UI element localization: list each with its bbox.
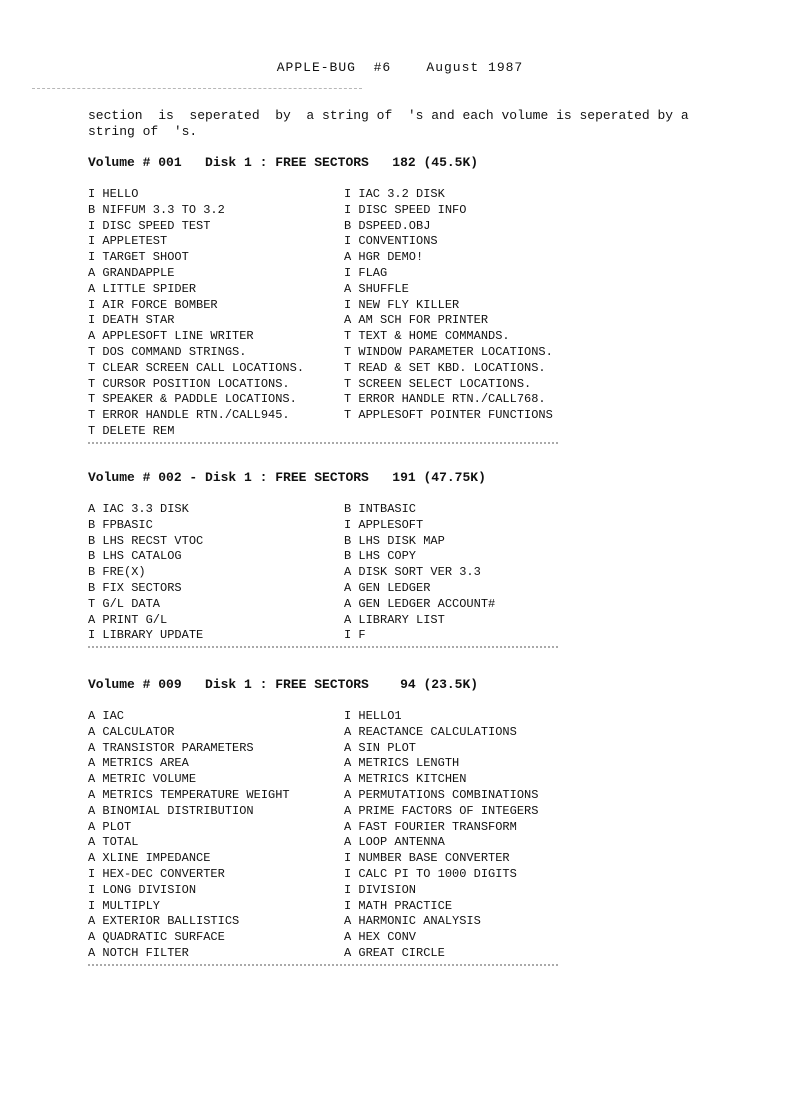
issue-date: August 1987 xyxy=(426,60,524,75)
issue-number: #6 xyxy=(373,60,392,75)
file-entry: A BINOMIAL DISTRIBUTION xyxy=(88,803,254,818)
file-entry: A IAC 3.3 DISK xyxy=(88,502,189,516)
file-entry: A IAC xyxy=(88,709,125,723)
file-entry: T ERROR HANDLE RTN./CALL768. xyxy=(344,392,546,407)
file-entry: B LHS DISK MAP xyxy=(344,533,445,548)
volume-separator xyxy=(88,964,558,966)
file-entry: A SHUFFLE xyxy=(344,281,409,296)
file-entry: A FAST FOURIER TRANSFORM xyxy=(344,819,517,834)
file-entry: A DISK SORT VER 3.3 xyxy=(344,565,481,580)
volume-label: Volume # 009 xyxy=(88,677,182,692)
file-entry: A PRINT G/L xyxy=(88,612,168,627)
file-list xyxy=(88,187,728,440)
file-entry xyxy=(344,424,664,440)
header-rule xyxy=(32,88,362,89)
volume-heading xyxy=(88,677,728,693)
file-entry: I MATH PRACTICE xyxy=(344,898,453,913)
file-entry: I CONVENTIONS xyxy=(344,234,438,249)
volume-label: Volume # 001 xyxy=(88,155,182,170)
file-entry: B LHS CATALOG xyxy=(88,549,182,564)
file-entry: B DSPEED.OBJ xyxy=(344,218,431,233)
file-entry: A GEN LEDGER ACCOUNT# xyxy=(344,596,496,611)
file-list xyxy=(88,502,728,644)
file-entry: T ERROR HANDLE RTN./CALL945. xyxy=(88,408,290,423)
volume-section-009 xyxy=(88,677,728,966)
file-entry: B LHS COPY xyxy=(344,549,417,564)
file-entry: I DEATH STAR xyxy=(88,313,175,328)
file-entry: I MULTIPLY xyxy=(88,898,161,913)
file-entry: I IAC 3.2 DISK xyxy=(344,187,445,201)
file-entry: T CLEAR SCREEN CALL LOCATIONS. xyxy=(88,360,305,375)
file-list xyxy=(88,709,728,962)
file-entry: T SCREEN SELECT LOCATIONS. xyxy=(344,376,532,391)
disk-label: Disk 1 : FREE SECTORS xyxy=(205,677,369,692)
file-entry: A REACTANCE CALCULATIONS xyxy=(344,724,517,739)
file-entry: A PRIME FACTORS OF INTEGERS xyxy=(344,803,539,818)
file-entry: I APPLESOFT xyxy=(344,517,424,532)
file-entry: A METRIC VOLUME xyxy=(88,772,197,787)
file-entry: I NUMBER BASE CONVERTER xyxy=(344,851,510,866)
file-entry: A PLOT xyxy=(88,819,132,834)
file-entry: I F xyxy=(344,628,366,643)
disk-label: Disk 1 : FREE SECTORS xyxy=(205,155,369,170)
file-entry: T WINDOW PARAMETER LOCATIONS. xyxy=(344,344,553,359)
file-entry: T DELETE REM xyxy=(88,423,175,438)
file-entry: B LHS RECST VTOC xyxy=(88,533,204,548)
file-entry: B NIFFUM 3.3 TO 3.2 xyxy=(88,202,225,217)
file-entry: A NOTCH FILTER xyxy=(88,945,189,960)
file-entry: I NEW FLY KILLER xyxy=(344,297,460,312)
file-entry: I CALC PI TO 1000 DIGITS xyxy=(344,866,517,881)
file-entry: A CALCULATOR xyxy=(88,724,175,739)
file-entry: I FLAG xyxy=(344,265,388,280)
disk-label: Disk 1 : FREE SECTORS xyxy=(205,470,369,485)
file-entry: T DOS COMMAND STRINGS. xyxy=(88,344,247,359)
file-entry: I HELLO1 xyxy=(344,709,402,723)
file-entry: A LIBRARY LIST xyxy=(344,612,445,627)
free-sectors: 182 (45.5K) xyxy=(392,155,479,170)
file-entry: B FIX SECTORS xyxy=(88,580,182,595)
file-entry: A APPLESOFT LINE WRITER xyxy=(88,329,254,344)
file-entry: I AIR FORCE BOMBER xyxy=(88,297,218,312)
file-entry: A TRANSISTOR PARAMETERS xyxy=(88,740,254,755)
file-entry: A SIN PLOT xyxy=(344,740,417,755)
file-entry: A LITTLE SPIDER xyxy=(88,281,197,296)
volume-heading: Volume # 002 - Disk 1 : FREE SECTORS 191 (47.75K) xyxy=(88,470,486,485)
file-entry: A PERMUTATIONS COMBINATIONS xyxy=(344,787,539,802)
file-entry: A METRICS LENGTH xyxy=(344,756,460,771)
file-entry: T TEXT & HOME COMMANDS. xyxy=(344,329,510,344)
free-sectors: 94 (23.5K) xyxy=(400,677,479,692)
file-entry: I HELLO xyxy=(88,187,139,201)
file-entry: A TOTAL xyxy=(88,835,139,850)
file-entry: I DISC SPEED TEST xyxy=(88,218,211,233)
file-entry: A HEX CONV xyxy=(344,930,417,945)
page-header xyxy=(0,60,800,75)
volume-heading xyxy=(88,155,728,171)
file-entry: T G/L DATA xyxy=(88,596,161,611)
file-entry: A LOOP ANTENNA xyxy=(344,835,445,850)
file-entry: A AM SCH FOR PRINTER xyxy=(344,313,489,328)
file-entry: I LONG DIVISION xyxy=(88,882,197,897)
volume-section-001 xyxy=(88,155,728,444)
file-entry: T APPLESOFT POINTER FUNCTIONS xyxy=(344,408,553,423)
newsletter-title: APPLE-BUG xyxy=(276,60,356,75)
file-entry: I TARGET SHOOT xyxy=(88,250,189,265)
file-entry: T CURSOR POSITION LOCATIONS. xyxy=(88,376,290,391)
file-entry: B FRE(X) xyxy=(88,565,146,580)
file-entry: I LIBRARY UPDATE xyxy=(88,628,204,643)
file-entry: B INTBASIC xyxy=(344,502,417,516)
file-entry: I DISC SPEED INFO xyxy=(344,202,467,217)
file-entry: I DIVISION xyxy=(344,882,417,897)
file-entry: A QUADRATIC SURFACE xyxy=(88,930,225,945)
file-entry: I HEX-DEC CONVERTER xyxy=(88,866,225,881)
intro-paragraph: section is seperated by a string of 's and each volume is seperated by a string of 's. xyxy=(88,108,689,139)
volume-section-002 xyxy=(88,470,728,648)
file-entry: A HARMONIC ANALYSIS xyxy=(344,914,481,929)
file-entry: A METRICS KITCHEN xyxy=(344,772,467,787)
file-entry: A EXTERIOR BALLISTICS xyxy=(88,914,240,929)
file-entry: A GRANDAPPLE xyxy=(88,265,175,280)
volume-separator xyxy=(88,646,558,648)
file-entry: A GREAT CIRCLE xyxy=(344,945,445,960)
file-entry: A METRICS TEMPERATURE WEIGHT xyxy=(88,787,290,802)
file-entry: T READ & SET KBD. LOCATIONS. xyxy=(344,360,546,375)
file-entry: T SPEAKER & PADDLE LOCATIONS. xyxy=(88,392,297,407)
file-entry: A HGR DEMO! xyxy=(344,250,424,265)
file-entry: A GEN LEDGER xyxy=(344,580,431,595)
free-sectors: 191 (47.75K) xyxy=(392,470,486,485)
volume-separator xyxy=(88,442,558,444)
file-entry: A METRICS AREA xyxy=(88,756,189,771)
volume-label: Volume # 002 xyxy=(88,470,182,485)
file-entry: I APPLETEST xyxy=(88,234,168,249)
file-entry: A XLINE IMPEDANCE xyxy=(88,851,211,866)
file-entry: B FPBASIC xyxy=(88,517,153,532)
